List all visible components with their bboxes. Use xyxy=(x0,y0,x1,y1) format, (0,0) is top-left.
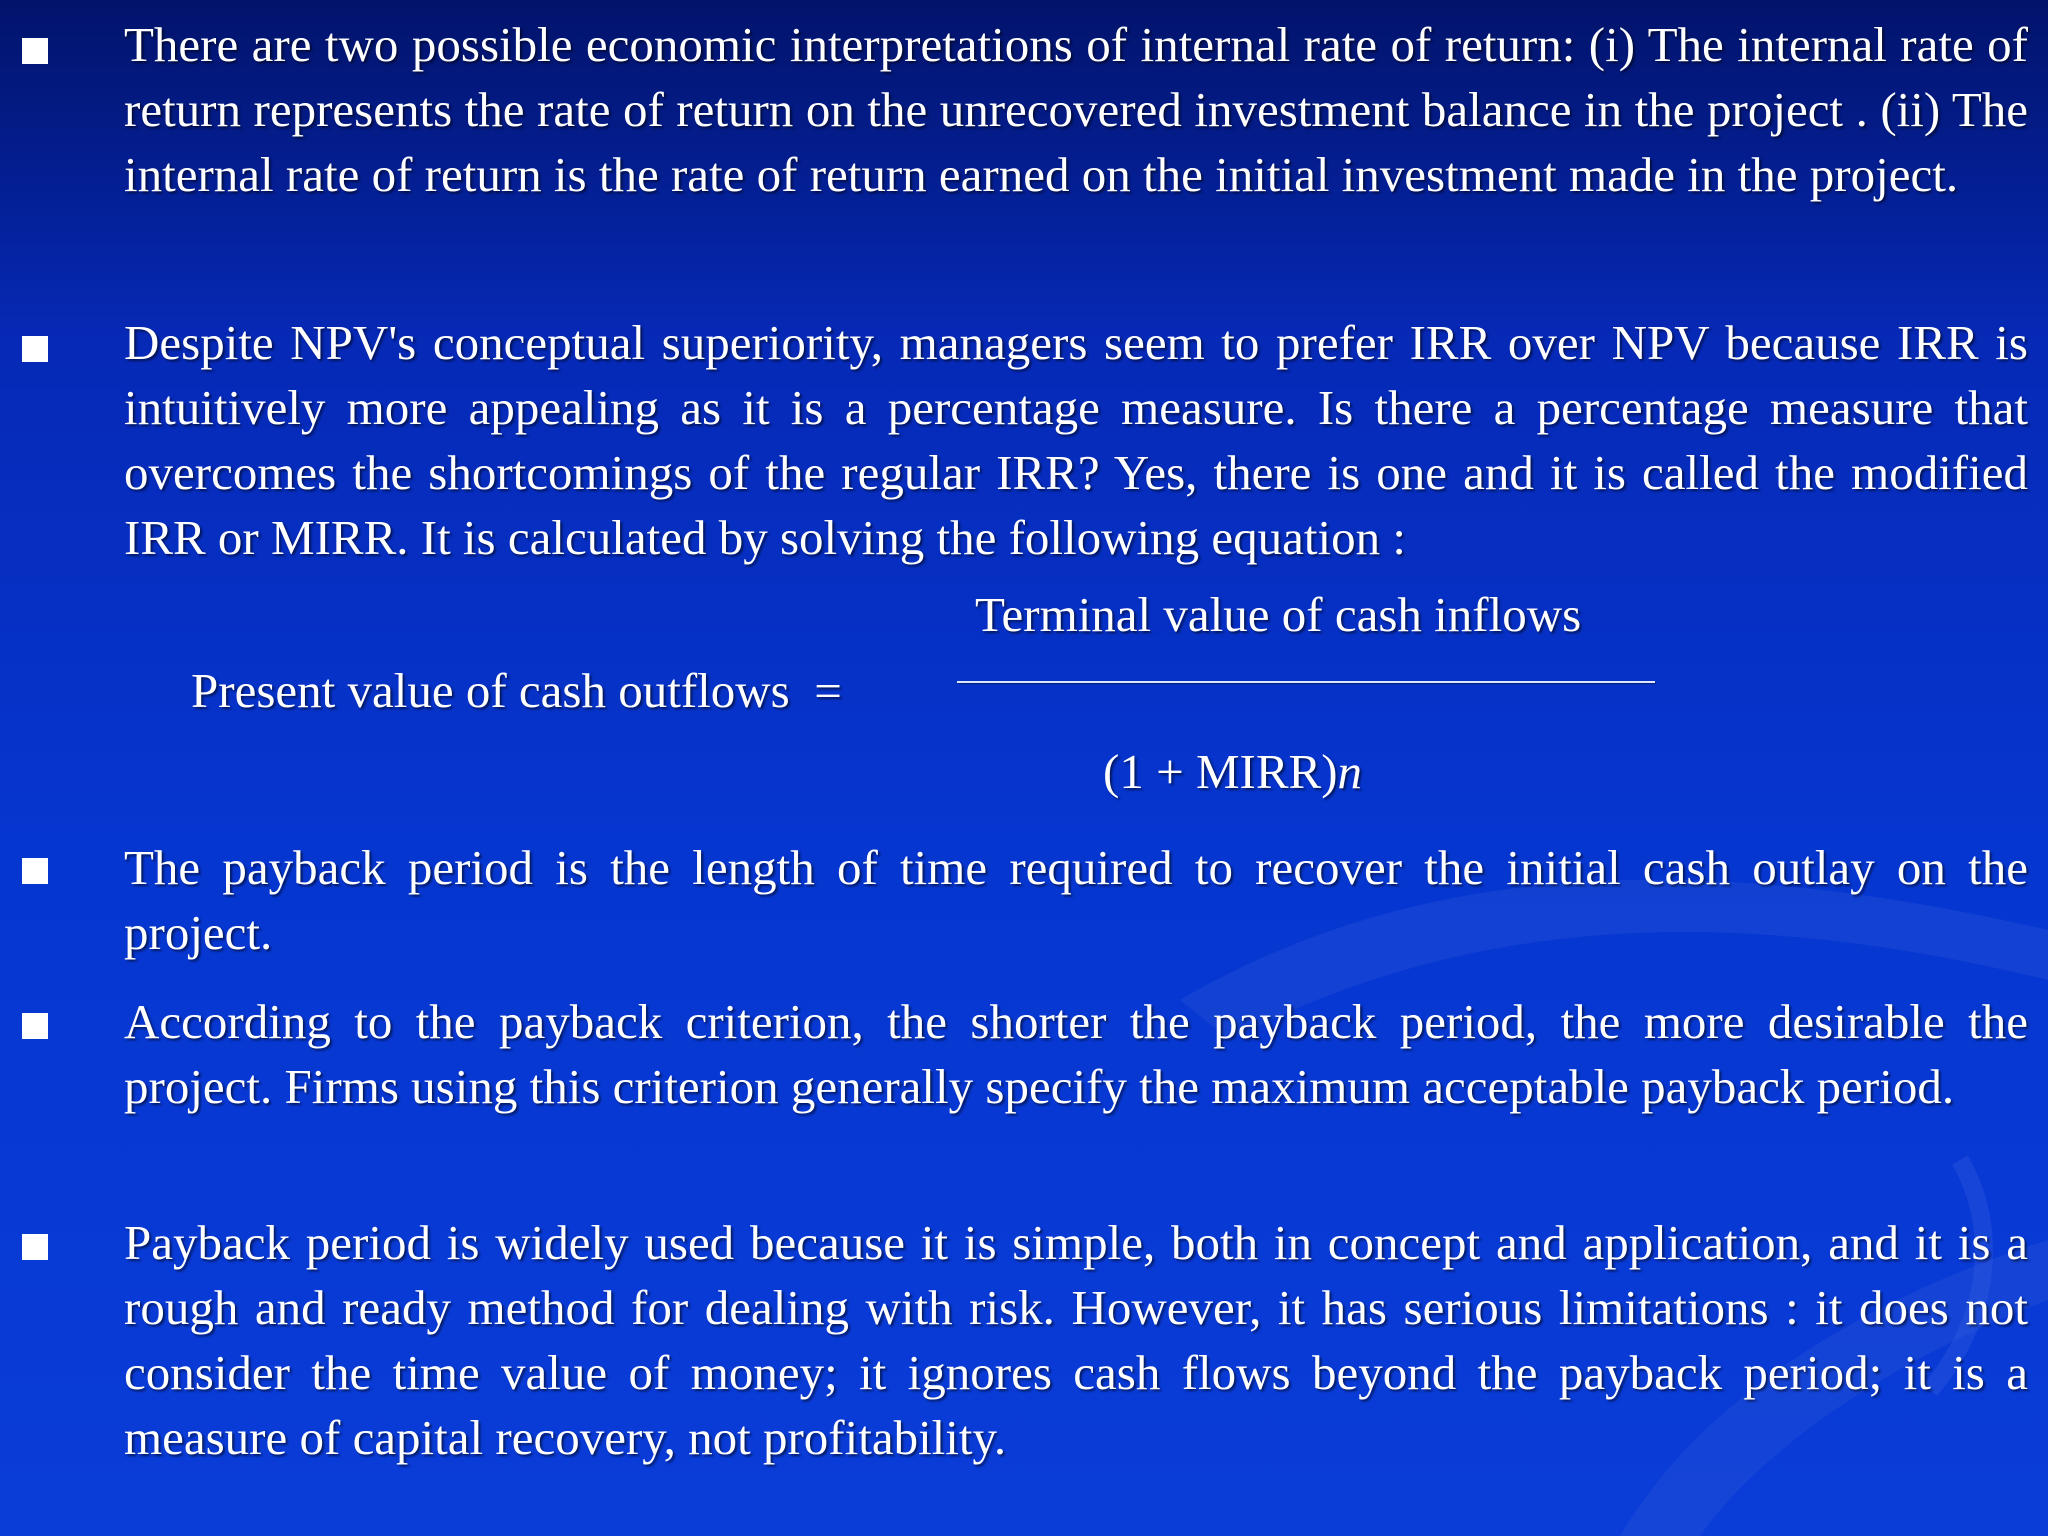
bullet-text-payback-definition: The payback period is the length of time required to recover the initial cash outlay on the project. xyxy=(124,840,2028,960)
bullet-text-payback-criterion: According to the payback criterion, the shorter the payback period, the more desirable the project. Firms using this criterion generally specify the maximum acceptable payback period. xyxy=(124,994,2028,1114)
bullet-marker-5 xyxy=(22,1234,48,1260)
formula-fraction-line xyxy=(957,681,1655,683)
bullet-marker-2 xyxy=(22,336,48,362)
bullet-marker-4 xyxy=(22,1013,48,1039)
bullet-marker-1 xyxy=(22,38,48,64)
bullet-text-irr-interpretations: There are two possible economic interpretations of internal rate of return: (i) The internal rate of return represents the rate of return on the unrecovered investment balance in the project . (ii) The internal rate of return is the rate of return earned on the initial investment made in the project. xyxy=(124,17,2028,202)
bullet-text-mirr: Despite NPV's conceptual superiority, managers seem to prefer IRR over NPV because IRR is intuitively more appealing as it is a percentage measure. Is there a percentage measure that overcomes the shortcomings of the regular IRR? Yes, there is one and it is called the modified IRR or MIRR. It is calculated by solving the following equation : xyxy=(124,315,2028,565)
formula-denominator-base: (1 + MIRR) xyxy=(1103,744,1338,799)
bullet-text-payback-limitations: Payback period is widely used because it is simple, both in concept and application, and it is a rough and ready method for dealing with risk. However, it has serious limitations : it does not consider the time value of money; it ignores cash flows beyond the payback period; it is a measure of capital recovery, not profitability. xyxy=(124,1215,2028,1465)
formula-denominator-exponent: n xyxy=(1337,744,1363,799)
formula-denominator xyxy=(1103,739,1362,804)
bullet-marker-3 xyxy=(22,858,48,884)
formula-numerator: Terminal value of cash inflows xyxy=(975,587,1582,642)
formula-left-hand-side: Present value of cash outflows = xyxy=(191,663,842,718)
